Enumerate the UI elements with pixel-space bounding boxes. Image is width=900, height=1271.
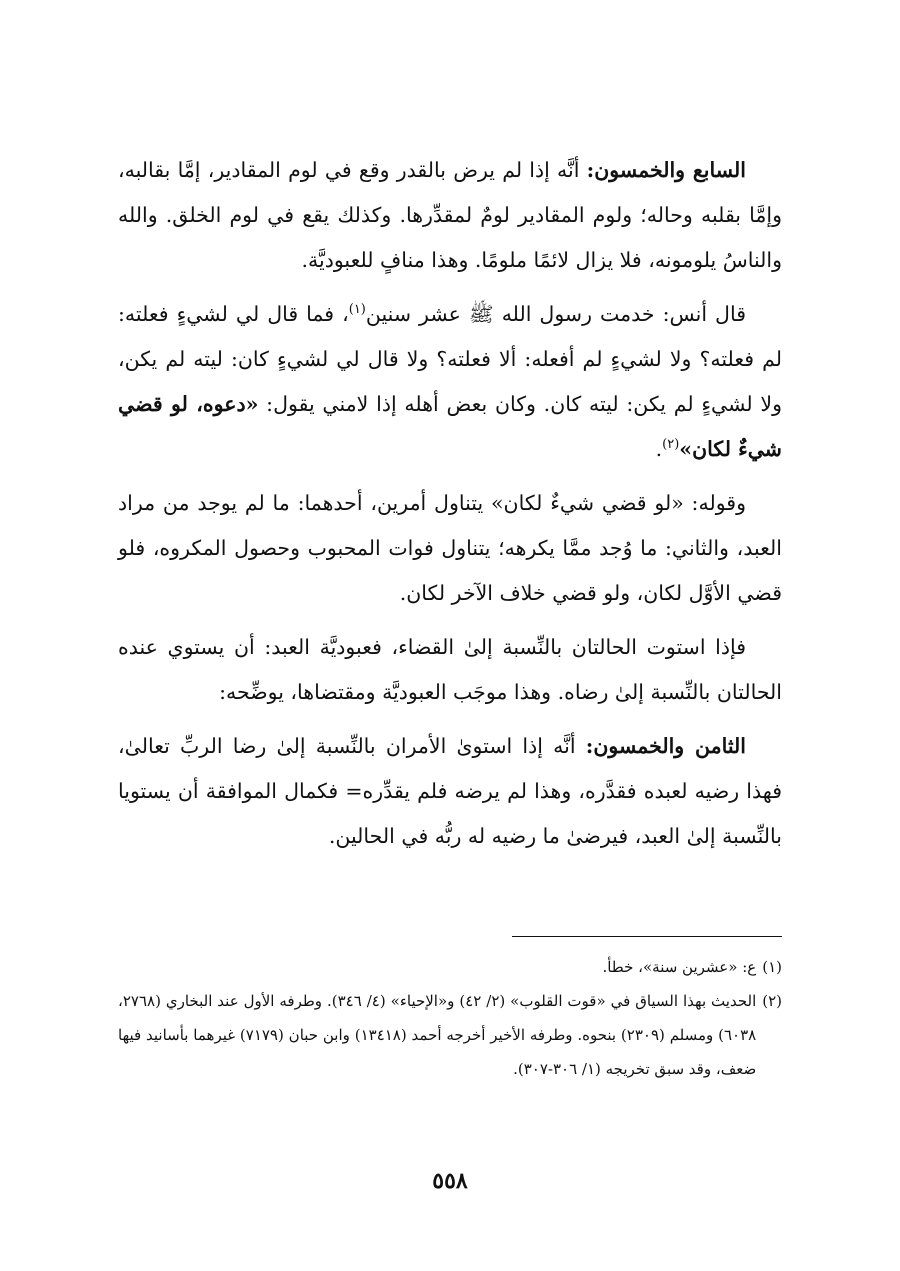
paragraph-text: فإذا استوت الحالتان بالنِّسبة إلىٰ القضاء، فعبوديَّة العبد: أن يستوي عنده الحالتان بالنِّسبة إلىٰ رضاه. وهذا موجَب العبوديَّة ومقتضاها، يوضِّحه:: [118, 635, 782, 704]
paragraph-text: ، فما قال لي لشيءٍ فعلته: لم فعلته؟ ولا لشيءٍ لم أفعله: ألا فعلته؟ ولا قال لي لشيءٍ كان: ليته لم يكن، ولا لشيءٍ لم يكن: ليته كان. وكان بعض أهله إذا لامني يقول:: [118, 302, 782, 416]
footnote-text: الحديث بهذا السياق في «قوت القلوب» (٢/ ٤٢) و«الإحياء» (٤/ ٣٤٦). وطرفه الأول عند البخاري (٢٧٦٨، ٦٠٣٨) ومسلم (٢٣٠٩) بنحوه. وطرفه الأخير أخرجه أحمد (١٣٤١٨) وابن حبان (٧١٧٩) غيرهما بأسانيد فيها ضعف، وقد سبق تخريجه (١/ ٣٠٦-٣٠٧).: [118, 992, 757, 1078]
footnote-ref-2[interactable]: (٢): [662, 437, 680, 453]
footnote-ref-1[interactable]: (١): [348, 302, 366, 318]
paragraph-anas-hadith: [118, 292, 782, 472]
paragraph-58: [118, 724, 782, 859]
paragraph-text: أنَّه إذا لم يرض بالقدر وقع في لوم المقادير، إمَّا بقالبه، وإمَّا بقلبه وحاله؛ ولوم المقادير لومٌ لمقدِّرها. وكذلك يقع في لوم الخلق. والله والناسُ يلومونه، فلا يزال لائمًا ملومًا. وهذا منافٍ للعبوديَّة.: [118, 158, 782, 272]
paragraph-text: قال أنس: خدمت رسول الله ﷺ عشر سنين: [365, 302, 746, 326]
paragraph-end: .: [655, 437, 663, 461]
paragraph-servitude: [118, 625, 782, 715]
paragraph-commentary: [118, 481, 782, 616]
footnote-text: ع: «عشرين سنة»، خطأ.: [602, 958, 757, 976]
main-text: [118, 148, 782, 868]
hadith-quote: «دعوه، لو قضي شيءٌ لكان»: [118, 392, 782, 461]
footnote-marker: (٢): [762, 992, 782, 1010]
page-number: ٥٥٨: [432, 1168, 468, 1194]
footnote-marker: (١): [762, 958, 782, 976]
footnote-1: [118, 950, 782, 984]
paragraph-57: [118, 148, 782, 283]
paragraph-text: وقوله: «لو قضي شيءٌ لكان» يتناول أمرين، أحدهما: ما لم يوجد من مراد العبد، والثاني: ما وُجد ممَّا يكرهه؛ يتناول فوات المحبوب وحصول المكروه، فلو قضي الأوَّل لكان، ولو قضي خلاف الآخر لكان.: [118, 491, 782, 605]
paragraph-heading: السابع والخمسون:: [586, 158, 746, 182]
footnote-separator: [512, 936, 782, 937]
footnotes: [118, 950, 782, 1086]
paragraph-heading: الثامن والخمسون:: [585, 734, 746, 758]
paragraph-text: أنَّه إذا استوىٰ الأمران بالنِّسبة إلىٰ رضا الربِّ تعالىٰ، فهذا رضيه لعبده فقدَّره، وهذا لم يرضه فلم يقدِّره= فكمال الموافقة أن يستويا بالنِّسبة إلىٰ العبد، فيرضىٰ ما رضيه له ربُّه في الحالين.: [118, 734, 782, 848]
footnote-2: [118, 984, 782, 1086]
